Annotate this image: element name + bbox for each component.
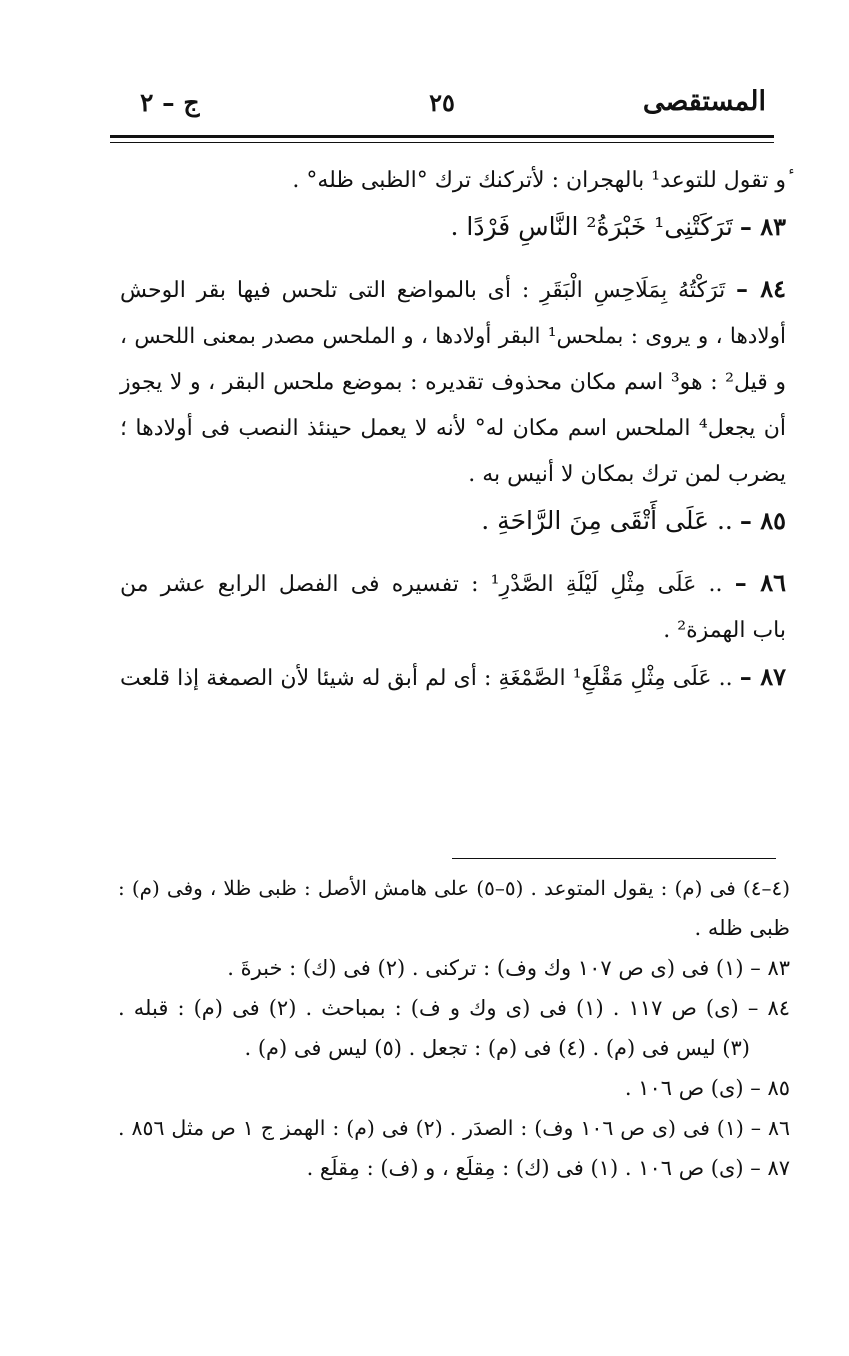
entry-number: ٨٦ – (734, 568, 787, 597)
volume-label: ج – ٢ (140, 88, 200, 117)
footnotes (118, 868, 790, 1188)
footnote-line: (٤–٤) فى (م) : يقول المتوعد . (٥–٥) على هامش الأصل : ظبى ظلا ، وفى (م) : (118, 876, 790, 900)
entry-text: تَرَكْتُهُ بِمَلَاحِسِ الْبَقَرِ : أى بالمواضع التى تلحس فيها بقر الوحش (120, 278, 726, 303)
entry-83 (120, 204, 786, 252)
footnote-84: ٨٤ – (ى) ص ١١٧ . (١) فى (ى وك و ف) : بمباحث . (٢) فى (م) : قبله . (118, 996, 790, 1020)
entry-84-line: و قيل² : هو³ اسم مكان محذوف تقديره : بموضع ملحس البقر ، و لا يجوز (120, 370, 786, 395)
entry-85 (120, 498, 786, 546)
entry-text: .. عَلَى مِثْلِ مَقْلَعِ¹ الصَّمْغَةِ : أى لم أبق له شيئا لأن الصمغة إذا قلعت (120, 666, 733, 691)
footnote-86: ٨٦ – (١) فى (ى ص ١٠٦ وف) : الصدَر . (٢) فى (م) : الهمز ج ١ ص مثل ٨٥٦ . (118, 1116, 790, 1140)
entry-86-line: باب الهمزة² . (663, 618, 786, 643)
footnote-84-continued: (٣) ليس فى (م) . (٤) فى (م) : تجعل . (٥) ليس فى (م) . (244, 1036, 750, 1060)
book-title: المستقصى (642, 86, 766, 117)
page-header (112, 84, 772, 128)
footnote-87: ٨٧ – (ى) ص ١٠٦ . (١) فى (ك) : مِقلَع ، و (ف) : مِقلَع . (306, 1156, 790, 1180)
footnote-85: ٨٥ – (ى) ص ١٠٦ . (624, 1076, 790, 1100)
entry-84-line: يضرب لمن ترك بمكان لا أنيس به . (468, 462, 786, 487)
entry-number: ٨٤ – (736, 274, 787, 303)
entry-87 (120, 654, 786, 702)
entry-text: تَرَكَتْنِى¹ خَبْرَةُ² النَّاسِ فَرْدًا . (450, 212, 733, 241)
main-text (120, 158, 786, 702)
footnote-83: ٨٣ – (١) فى (ى ص ١٠٧ وك وف) : تركنى . (٢) فى (ك) : خبرةَ . (227, 956, 790, 980)
entry-number: ٨٥ – (739, 506, 786, 535)
entry-84-line: أولادها ، و يروى : بملحس¹ البقر أولادها ، و الملحس مصدر بمعنى اللحس ، (120, 324, 786, 349)
entry-84-line: أن يجعل⁴ الملحس اسم مكان له° لأنه لا يعمل حينئذ النصب فى أولادها ؛ (120, 416, 786, 441)
entry-text: .. عَلَى أَتْقَى مِنَ الرَّاحَةِ . (481, 506, 733, 535)
entry-number: ٨٣ – (739, 212, 786, 241)
header-rule-thin (110, 142, 774, 143)
page-number: ٢٥ (429, 88, 455, 117)
footnote-line: ظبى ظله . (694, 916, 790, 940)
entry-84-line (120, 266, 786, 314)
entry-number: ٨٧ – (739, 662, 786, 691)
continuation-line: ٔو تقول للتوعد¹ بالهجران : لأتركنك ترك °الظبى ظله° . (292, 168, 786, 193)
entry-text: .. عَلَى مِثْلِ لَيْلَةِ الصَّدْرِ¹ : تفسيره فى الفصل الرابع عشر من (120, 572, 723, 597)
footnote-separator (452, 858, 776, 859)
header-rule-thick (110, 135, 774, 138)
entry-86-line (120, 560, 786, 608)
